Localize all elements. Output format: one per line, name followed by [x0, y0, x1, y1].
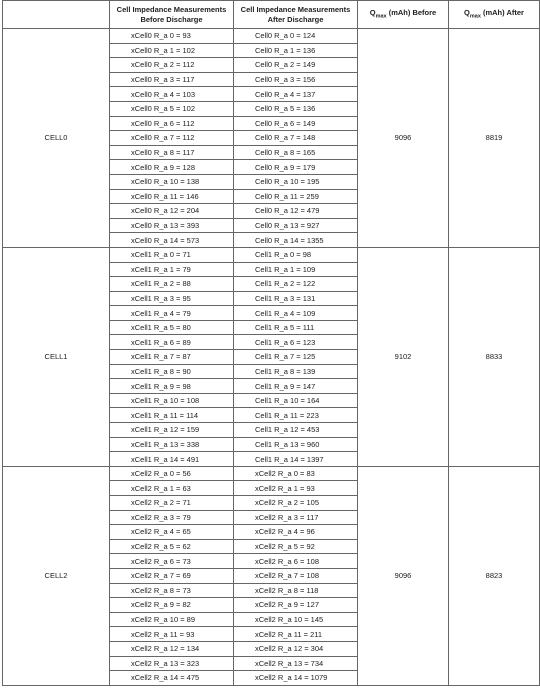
impedance-after: xCell2 R_a 7 = 108: [234, 568, 358, 583]
cell-name: CELL2: [3, 466, 110, 685]
table-row: [3, 29, 540, 44]
table-row: [3, 466, 540, 481]
impedance-after: xCell2 R_a 0 = 83: [234, 466, 358, 481]
impedance-after: Cell1 R_a 6 = 123: [234, 335, 358, 350]
impedance-before: xCell0 R_a 6 = 112: [110, 116, 234, 131]
impedance-before: xCell2 R_a 11 = 93: [110, 627, 234, 642]
impedance-after: Cell0 R_a 10 = 195: [234, 174, 358, 189]
impedance-after: Cell1 R_a 14 = 1397: [234, 452, 358, 467]
impedance-after: xCell2 R_a 3 = 117: [234, 510, 358, 525]
impedance-before: xCell1 R_a 4 = 79: [110, 306, 234, 321]
impedance-before: xCell2 R_a 5 = 62: [110, 539, 234, 554]
impedance-before: xCell2 R_a 7 = 69: [110, 568, 234, 583]
impedance-after: Cell0 R_a 7 = 148: [234, 131, 358, 146]
impedance-before: xCell2 R_a 2 = 71: [110, 496, 234, 511]
impedance-after: xCell2 R_a 13 = 734: [234, 656, 358, 671]
impedance-after: xCell2 R_a 11 = 211: [234, 627, 358, 642]
impedance-before: xCell0 R_a 2 = 112: [110, 58, 234, 73]
impedance-after: Cell0 R_a 12 = 479: [234, 204, 358, 219]
header-qmax-after: [449, 1, 540, 29]
impedance-after: Cell1 R_a 9 = 147: [234, 379, 358, 394]
impedance-after: Cell0 R_a 9 = 179: [234, 160, 358, 175]
impedance-before: xCell2 R_a 1 = 63: [110, 481, 234, 496]
impedance-after: Cell0 R_a 14 = 1355: [234, 233, 358, 248]
impedance-before: xCell2 R_a 8 = 73: [110, 583, 234, 598]
impedance-after: Cell0 R_a 2 = 149: [234, 58, 358, 73]
impedance-before: xCell2 R_a 10 = 89: [110, 612, 234, 627]
qmax-before-sub: max: [375, 13, 387, 20]
qmax-after-value: 8823: [449, 466, 540, 685]
impedance-before: xCell0 R_a 4 = 103: [110, 87, 234, 102]
impedance-before: xCell1 R_a 2 = 88: [110, 277, 234, 292]
impedance-before: xCell1 R_a 13 = 338: [110, 437, 234, 452]
impedance-before: xCell2 R_a 9 = 82: [110, 598, 234, 613]
impedance-after: Cell0 R_a 11 = 259: [234, 189, 358, 204]
impedance-before: xCell0 R_a 5 = 102: [110, 101, 234, 116]
impedance-before: xCell0 R_a 7 = 112: [110, 131, 234, 146]
impedance-before: xCell1 R_a 10 = 108: [110, 393, 234, 408]
impedance-after: xCell2 R_a 14 = 1079: [234, 671, 358, 686]
qmax-after-sub: max: [469, 13, 481, 20]
impedance-before: xCell1 R_a 11 = 114: [110, 408, 234, 423]
impedance-after: Cell0 R_a 0 = 124: [234, 29, 358, 44]
qmax-before-value: 9096: [358, 466, 449, 685]
impedance-after: Cell0 R_a 6 = 149: [234, 116, 358, 131]
impedance-before: xCell0 R_a 14 = 573: [110, 233, 234, 248]
impedance-before: xCell0 R_a 8 = 117: [110, 145, 234, 160]
table-body: [3, 29, 540, 686]
qmax-before-value: 9102: [358, 247, 449, 466]
impedance-after: Cell1 R_a 7 = 125: [234, 350, 358, 365]
impedance-after: Cell1 R_a 1 = 109: [234, 262, 358, 277]
impedance-after: Cell1 R_a 0 = 98: [234, 247, 358, 262]
header-after-discharge: Cell Impedance Measurements After Discharge: [234, 1, 358, 29]
table-row: [3, 247, 540, 262]
impedance-before: xCell2 R_a 3 = 79: [110, 510, 234, 525]
impedance-after: Cell1 R_a 5 = 111: [234, 320, 358, 335]
table-header: [3, 1, 540, 29]
impedance-before: xCell0 R_a 9 = 128: [110, 160, 234, 175]
impedance-table: [2, 0, 540, 686]
impedance-after: xCell2 R_a 12 = 304: [234, 641, 358, 656]
impedance-after: Cell0 R_a 5 = 136: [234, 101, 358, 116]
impedance-before: xCell1 R_a 5 = 80: [110, 320, 234, 335]
impedance-before: xCell0 R_a 10 = 138: [110, 174, 234, 189]
header-row: [3, 1, 540, 29]
impedance-before: xCell0 R_a 1 = 102: [110, 43, 234, 58]
impedance-before: xCell2 R_a 4 = 65: [110, 525, 234, 540]
impedance-before: xCell2 R_a 6 = 73: [110, 554, 234, 569]
impedance-before: xCell0 R_a 12 = 204: [110, 204, 234, 219]
impedance-after: Cell0 R_a 13 = 927: [234, 218, 358, 233]
impedance-before: xCell2 R_a 14 = 475: [110, 671, 234, 686]
impedance-after: Cell1 R_a 13 = 960: [234, 437, 358, 452]
header-blank: [3, 1, 110, 29]
impedance-after: Cell1 R_a 11 = 223: [234, 408, 358, 423]
header-qmax-before: [358, 1, 449, 29]
impedance-after: xCell2 R_a 5 = 92: [234, 539, 358, 554]
impedance-before: xCell2 R_a 13 = 323: [110, 656, 234, 671]
qmax-after-rest: (mAh) After: [480, 7, 524, 17]
impedance-before: xCell0 R_a 0 = 93: [110, 29, 234, 44]
impedance-before: xCell1 R_a 9 = 98: [110, 379, 234, 394]
impedance-before: xCell0 R_a 11 = 146: [110, 189, 234, 204]
qmax-after-value: 8819: [449, 29, 540, 248]
impedance-before: xCell2 R_a 0 = 56: [110, 466, 234, 481]
impedance-after: Cell0 R_a 3 = 156: [234, 72, 358, 87]
header-before-discharge: Cell Impedance Measurements Before Discharge: [110, 1, 234, 29]
cell-name: CELL0: [3, 29, 110, 248]
impedance-before: xCell0 R_a 3 = 117: [110, 72, 234, 87]
qmax-before-rest: (mAh) Before: [386, 7, 437, 17]
impedance-after: Cell0 R_a 1 = 136: [234, 43, 358, 58]
qmax-after-q: Q: [464, 7, 470, 17]
impedance-after: Cell1 R_a 2 = 122: [234, 277, 358, 292]
impedance-after: Cell1 R_a 12 = 453: [234, 423, 358, 438]
impedance-before: xCell1 R_a 3 = 95: [110, 291, 234, 306]
impedance-after: xCell2 R_a 1 = 93: [234, 481, 358, 496]
impedance-after: Cell1 R_a 4 = 109: [234, 306, 358, 321]
impedance-after: xCell2 R_a 6 = 108: [234, 554, 358, 569]
qmax-after-value: 8833: [449, 247, 540, 466]
impedance-after: xCell2 R_a 4 = 96: [234, 525, 358, 540]
impedance-after: xCell2 R_a 2 = 105: [234, 496, 358, 511]
impedance-after: Cell0 R_a 4 = 137: [234, 87, 358, 102]
impedance-after: Cell0 R_a 8 = 165: [234, 145, 358, 160]
impedance-after: xCell2 R_a 10 = 145: [234, 612, 358, 627]
qmax-before-value: 9096: [358, 29, 449, 248]
impedance-after: Cell1 R_a 8 = 139: [234, 364, 358, 379]
qmax-before-q: Q: [369, 7, 376, 17]
cell-name: CELL1: [3, 247, 110, 466]
impedance-after: xCell2 R_a 9 = 127: [234, 598, 358, 613]
impedance-before: xCell1 R_a 8 = 90: [110, 364, 234, 379]
impedance-before: xCell1 R_a 0 = 71: [110, 247, 234, 262]
impedance-before: xCell1 R_a 12 = 159: [110, 423, 234, 438]
impedance-before: xCell1 R_a 7 = 87: [110, 350, 234, 365]
impedance-before: xCell1 R_a 1 = 79: [110, 262, 234, 277]
impedance-before: xCell1 R_a 6 = 89: [110, 335, 234, 350]
impedance-after: Cell1 R_a 3 = 131: [234, 291, 358, 306]
impedance-after: xCell2 R_a 8 = 118: [234, 583, 358, 598]
impedance-before: xCell1 R_a 14 = 491: [110, 452, 234, 467]
impedance-before: xCell2 R_a 12 = 134: [110, 641, 234, 656]
impedance-after: Cell1 R_a 10 = 164: [234, 393, 358, 408]
impedance-before: xCell0 R_a 13 = 393: [110, 218, 234, 233]
